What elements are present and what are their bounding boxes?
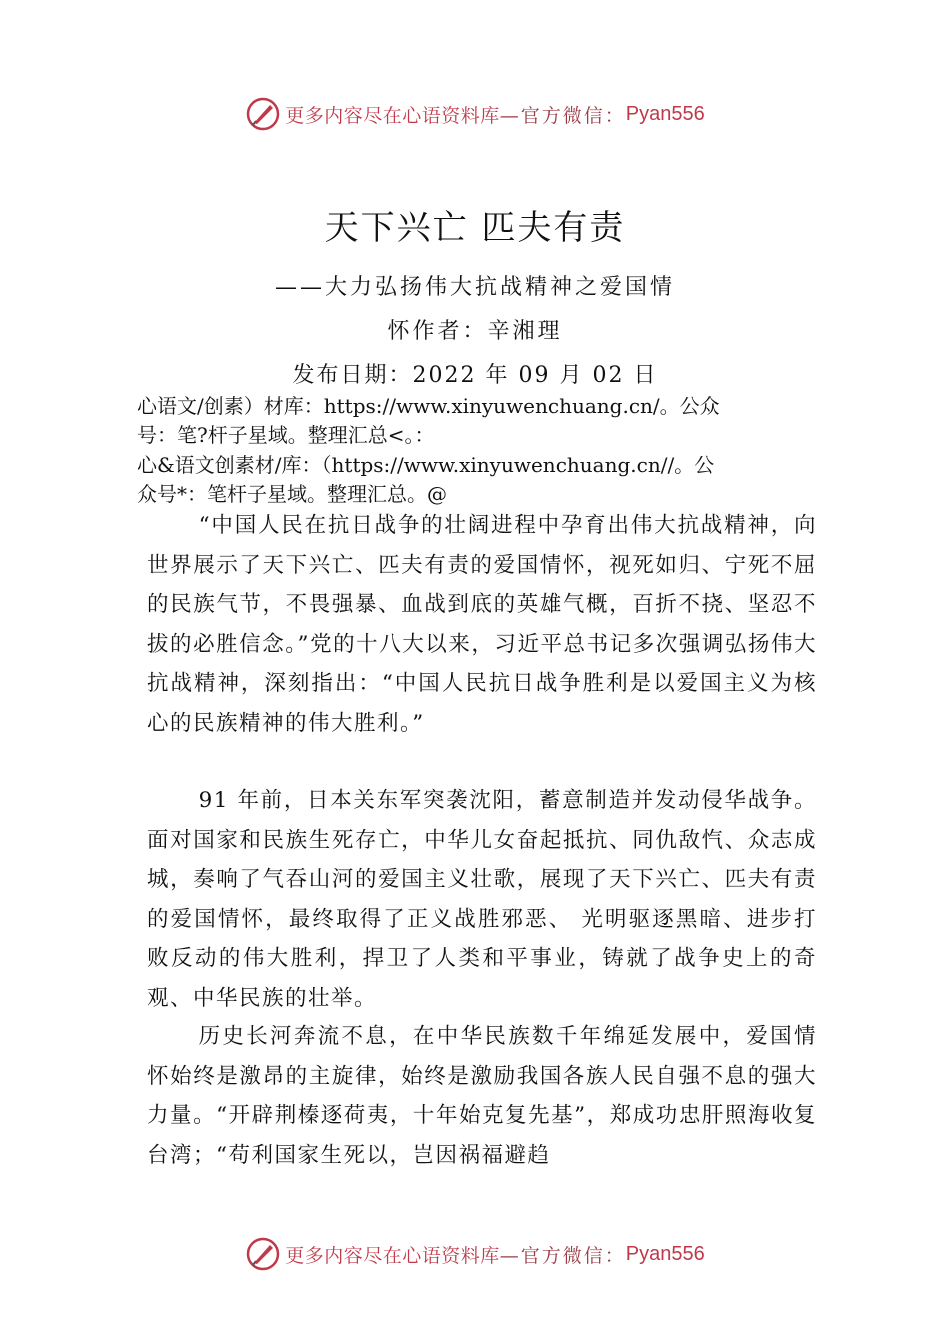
article-title: 天下兴亡 匹夫有责 (324, 208, 626, 248)
banner-wechat-id: Pyan556 (625, 102, 705, 125)
banner-text: 更多内容尽在心语资料库 (285, 104, 500, 127)
header-banner (0, 92, 950, 136)
footer-banner (0, 1232, 950, 1276)
source-line: 号：笔?杆子星域。整理汇总<。： (137, 423, 435, 447)
banner-text: 更多内容尽在心语资料库 (285, 1244, 500, 1267)
article-subtitle: ——大力弘扬伟大抗战精神之爱国情 (274, 275, 675, 300)
source-line: 心&语文创素材/库：（https://www.xinyuwenchuang.cn//。公 (137, 453, 715, 477)
publish-date: 发布日期：2022 年 09 月 02 日 (292, 363, 658, 388)
body-paragraph: “中国人民在抗日战争的壮阔进程中孕育出伟大抗战精神，向世界展示了天下兴亡、匹夫有责的爱国情怀，视死如归、宁死不屈的民族气节，不畏强暴、血战到底的英雄气概，百折不挠、坚忍不拔的必胜信念。”党的十八大以来，习近平总书记多次强调弘扬伟大抗战精神，深刻指出：“中国人民抗日战争胜利是以爱国主义为核心的民族精神的伟大胜利。” (147, 513, 817, 736)
source-line: 心语文/创素）材库：https://www.xinyuwenchuang.cn/。公众 (137, 394, 720, 418)
quill-logo-icon (245, 1236, 281, 1272)
body-paragraph: 91 年前，日本关东军突袭沈阳，蓄意制造并发动侵华战争。面对国家和民族生死存亡，中华儿女奋起抵抗、同仇敌忾、众志成城，奏响了气吞山河的爱国主义壮歌，展现了天下兴亡、匹夫有责的爱国情怀，最终取得了正义战胜邪恶、 光明驱逐黑暗、进步打败反动的伟大胜利，捍卫了人类和平事业，铸就了战争史上的奇观、中华民族的壮举。 (147, 788, 817, 1011)
quill-logo-icon (245, 96, 281, 132)
banner-wechat-id: Pyan556 (625, 1242, 705, 1265)
banner-wechat-label: —官方微信： (499, 104, 626, 127)
banner-wechat-label: —官方微信： (499, 1244, 626, 1267)
article-author: 怀作者：辛湘理 (387, 319, 563, 344)
body-paragraph: 历史长河奔流不息，在中华民族数千年绵延发展中，爱国情怀始终是激昂的主旋律，始终是激励我国各族人民自强不息的强大力量。“开辟荆榛逐荷夷，十年始克复先基”，郑成功忠肝照海收复台湾；“苟利国家生死以，岂因祸福避趋 (147, 1024, 817, 1168)
source-line: 众号*：笔杆子星域。整理汇总。@ (137, 482, 447, 506)
